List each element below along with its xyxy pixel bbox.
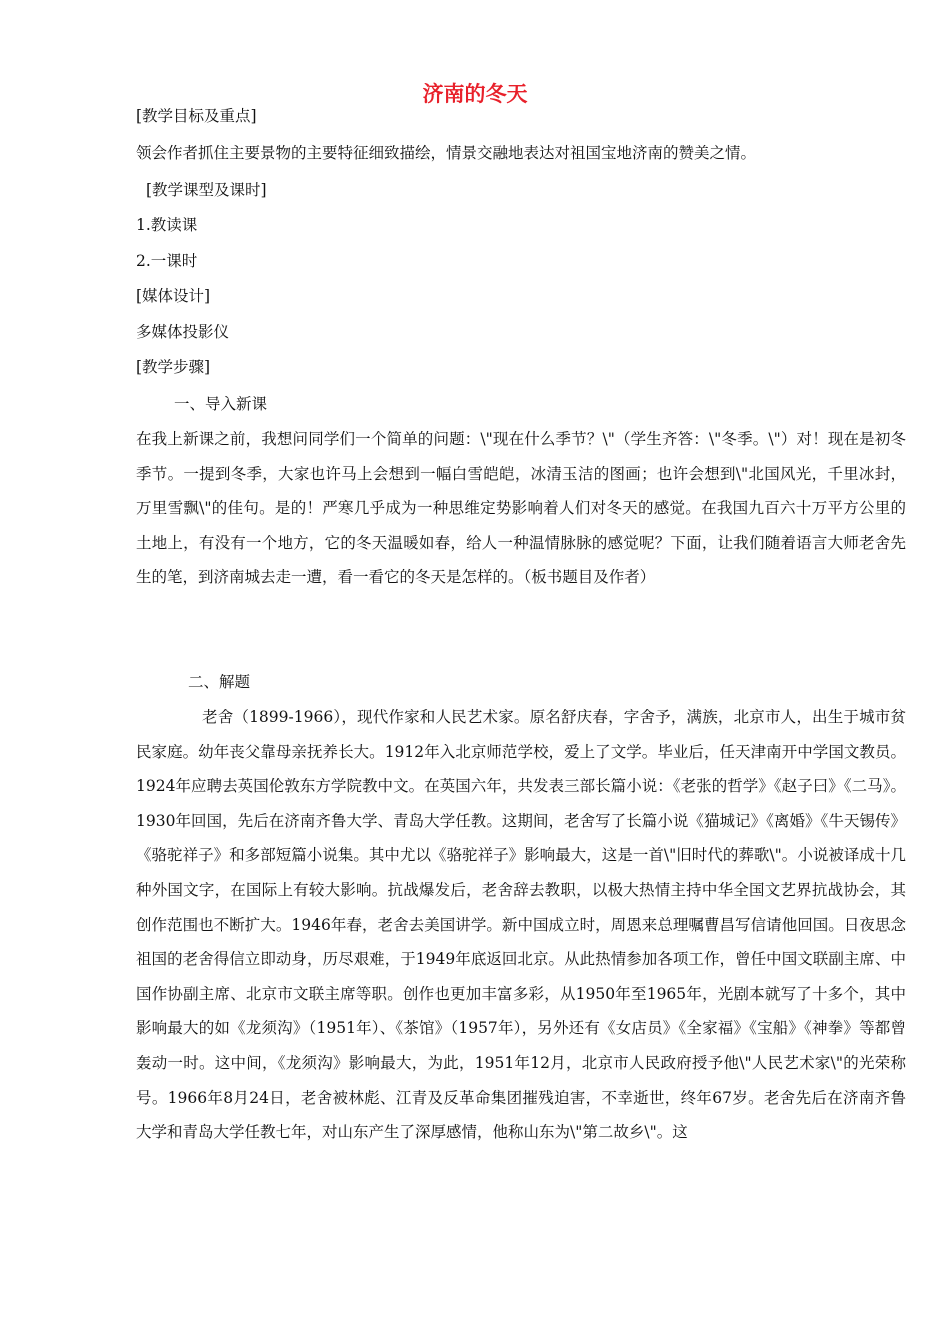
step2-paragraph: 老舍（1899-1966），现代作家和人民艺术家。原名舒庆春，字舍予，满族，北京市人，出生于城市贫民家庭。幼年丧父靠母亲抚养长大。1912年入北京师范学校，爱上了文学。毕业后，任天津南开中学国文教员。1924年应聘去英国伦敦东方学院教中文。在英国六年，共发表三部长篇小说：《老张的哲学》《赵子曰》《二马》。1930年回国，先后在济南齐鲁大学、青岛大学任教。这期间，老舍写了长篇小说《猫城记》《离婚》《牛天锡传》《骆驼祥子》和多部短篇小说集。其中尤以《骆驼祥子》影响最大，这是一首\"旧时代的葬歌\"。小说被译成十几种外国文字，在国际上有较大影响。抗战爆发后，老舍辞去教职，以极大热情主持中华全国文艺界抗战协会，其创作范围也不断扩大。1946年春，老舍去美国讲学。新中国成立时，周恩来总理嘱曹昌写信请他回国。日夜思念祖国的老舍得信立即动身，历尽艰难，于1949年底返回北京。从此热情参加各项工作，曾任中国文联副主席、中国作协副主席、北京市文联主席等职。创作也更加丰富多彩，从1950年至1965年，光剧本就写了十多个，其中影响最大的如《龙须沟》（1951年）、《茶馆》（1957年），另外还有《女店员》《全家福》《宝船》《神拳》等都曾轰动一时。这中间，《龙须沟》影响最大，为此，1951年12月，北京市人民政府授予他\"人民艺术家\"的光荣称号。1966年8月24日，老舍被林彪、江青及反革命集团摧残迫害，不幸逝世，终年67岁。老舍先后在济南齐鲁大学和青岛大学任教七年，对山东产生了深厚感情，他称山东为\"第二故乡\"。这: [136, 708, 906, 1142]
media-text: 多媒体投影仪: [136, 323, 230, 341]
goal-heading: [教学目标及重点]: [136, 107, 257, 125]
steps-heading: [教学步骤]: [136, 358, 211, 376]
step2-heading: 二、解题: [188, 673, 251, 691]
step1-paragraph: 在我上新课之前，我想问同学们一个简单的问题：\"现在什么季节？\"（学生齐答：\"冬季。\"）对！现在是初冬季节。一提到冬季，大家也许马上会想到一幅白雪皑皑，冰清玉洁的图画；也许会想到\"北国风光，千里冰封，万里雪飘\"的佳句。是的！严寒几乎成为一种思维定势影响着人们对冬天的感觉。在我国九百六十万平方公里的土地上，有没有一个地方，它的冬天温暖如春，给人一种温情脉脉的感觉呢？下面，让我们随着语言大师老舍先生的笔，到济南城去走一遭，看一看它的冬天是怎样的。（板书题目及作者）: [136, 430, 906, 587]
document-title: 济南的冬天: [422, 82, 528, 106]
type-item-1: 1.教读课: [136, 216, 198, 234]
goal-text: 领会作者抓住主要景物的主要特征细致描绘，情景交融地表达对祖国宝地济南的赞美之情。: [136, 144, 757, 162]
media-heading: [媒体设计]: [136, 287, 211, 305]
type-item-2: 2.一课时: [136, 252, 198, 270]
step1-heading: 一、导入新课: [174, 395, 268, 413]
type-heading: [教学课型及课时]: [146, 181, 267, 199]
